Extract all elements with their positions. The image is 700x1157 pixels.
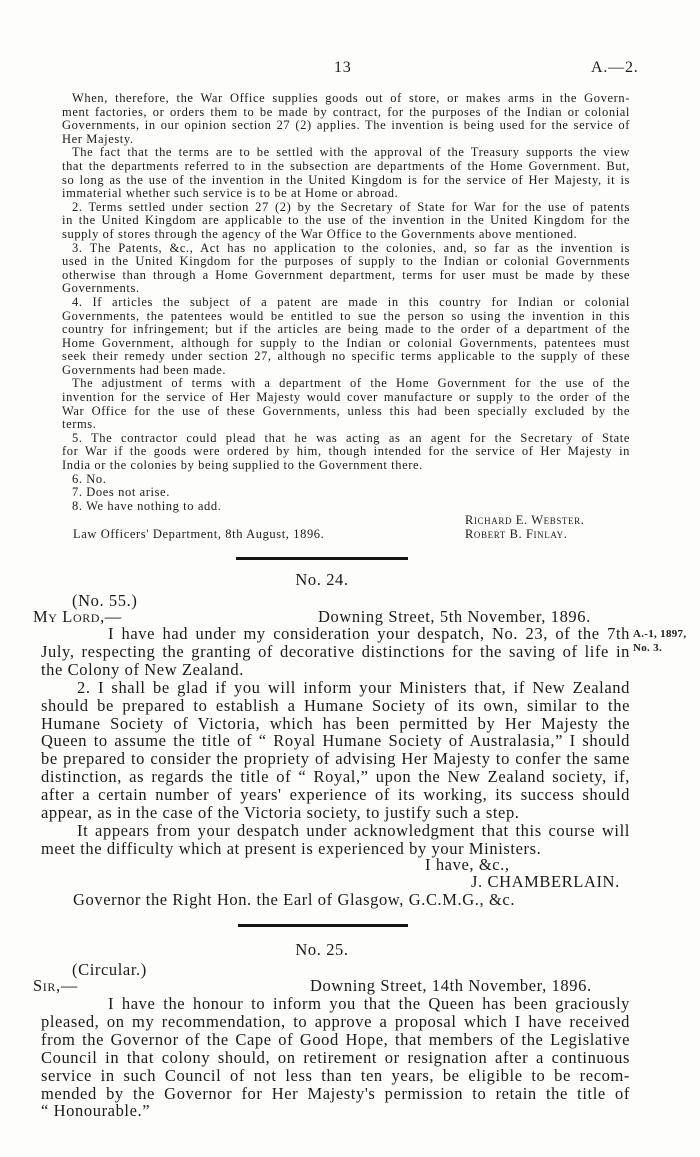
text-line: pleased, on my recommendation, to approve a proposal which I have received — [41, 1011, 630, 1031]
text-line: 4. If articles the subject of a patent are made in this country for Indian or colonial — [72, 294, 630, 309]
margin-note-line: No. 3. — [633, 642, 662, 654]
salutation: My Lord,— — [33, 607, 122, 626]
despatch-body — [41, 625, 630, 858]
paragraph — [62, 377, 630, 431]
section-divider — [236, 557, 408, 560]
paragraph — [62, 201, 630, 242]
text-line: 5. The contractor could plead that he was acting as an agent for the Secretary of State — [72, 430, 630, 445]
page-number: 13 — [334, 59, 352, 76]
text-line: supply of stores through the agency of the War Office to the Governments above mentioned. — [62, 226, 578, 241]
text-line: be prepared to consider the propriety of advising Her Majesty to confer the same — [41, 749, 630, 769]
text-line: The fact that the terms are to be settled with the approval of the Treasury supports the view — [72, 145, 630, 160]
text-line: service in such Council of not less than ten years, be eligible to be recom- — [41, 1065, 630, 1085]
text-line: Queen to assume the title of “ Royal Humane Society of Australasia,” I should — [41, 731, 630, 751]
text-line: Governments. — [62, 281, 140, 296]
text-line: The adjustment of terms with a department of the Home Government for the use of the — [72, 376, 630, 391]
despatch-reference: (No. 55.) — [72, 591, 138, 610]
paragraph — [62, 473, 630, 487]
text-line: When, therefore, the War Office supplies goods out of store, or makes arms in the Govern- — [72, 91, 630, 105]
text-line: 7. Does not arise. — [72, 485, 170, 500]
despatch-number: No. 25. — [295, 940, 349, 959]
text-line: country for infringement; but if the articles are being made to the order of a department of the — [62, 322, 630, 337]
text-line: It appears from your despatch under acknowledgment that this course will — [77, 820, 630, 840]
text-line: so long as the use of the invention in the United Kingdom is for the service of Her Majesty, it is — [62, 172, 630, 187]
text-line: War Office for the use of these Governments, unless this had been specially excluded by the — [62, 403, 630, 418]
text-line: Governments, in our opinion section 27 (2) applies. The invention is being used for the service of — [62, 118, 630, 133]
text-line: India or the colonies by being supplied to the Government there. — [62, 458, 423, 473]
signatory-finlay: Robert B. Finlay. — [465, 527, 568, 541]
text-line: 6. No. — [72, 471, 107, 486]
text-line: I have had under my consideration your despatch, No. 23, of the 7th — [108, 624, 630, 643]
despatch-dateline: Downing Street, 14th November, 1896. — [310, 976, 592, 995]
paragraph — [62, 486, 630, 500]
text-line: 2. I shall be glad if you will inform your Ministers that, if New Zealand — [77, 677, 630, 697]
text-line: “ Honourable.” — [41, 1101, 151, 1121]
law-officers-opinion — [62, 92, 630, 513]
text-line: from the Governor of the Cape of Good Hope, that members of the Legislative — [41, 1029, 630, 1049]
text-line: 8. We have nothing to add. — [72, 498, 222, 513]
text-line: ment factories, or orders them to be made by contract, for the purposes of the Indian or colonial — [62, 104, 630, 119]
text-line: Home Government, although for supply to the Indian or colonial Governments, patentees must — [62, 335, 630, 350]
paragraph — [62, 146, 630, 200]
text-line: immaterial whether such service is to be at Home or abroad. — [62, 186, 399, 201]
text-line: for War if the goods were ordered by him, though intended for the service of Her Majesty in — [62, 444, 630, 459]
despatch-body — [41, 995, 630, 1120]
paragraph — [62, 296, 630, 378]
margin-note — [633, 627, 686, 655]
paragraph — [41, 822, 630, 858]
closing: I have, &c., — [425, 855, 510, 874]
paragraph — [62, 242, 630, 296]
text-line: terms. — [62, 417, 97, 432]
signature: J. CHAMBERLAIN. — [471, 872, 620, 891]
text-line: Governments had been made. — [62, 362, 227, 377]
text-line: 3. The Patents, &c., Act has no application to the colonies, and, so far as the invention is — [72, 240, 630, 255]
text-line: invention for the service of Her Majesty would cover manufacture or supply to the order of the — [62, 390, 630, 405]
text-line: in the United Kingdom are applicable to the use of the invention in the United Kingdom for the — [62, 213, 630, 228]
text-line: distinction, as regards the title of “ Royal,” upon the New Zealand society, if, — [41, 767, 630, 787]
opinion-dateline: Law Officers' Department, 8th August, 1896. — [73, 527, 325, 541]
margin-note-line: A.-1, 1897, — [633, 628, 687, 640]
salutation: Sir,— — [33, 976, 78, 995]
paragraph — [41, 995, 630, 1120]
despatch-number: No. 24. — [295, 570, 349, 589]
text-line: mended by the Governor for Her Majesty's permission to retain the title of — [41, 1083, 630, 1103]
text-line: appear, as in the case of the Victoria society, to justify such a step. — [41, 803, 520, 823]
text-line: I have the honour to inform you that the Queen has been graciously — [108, 994, 630, 1013]
despatch-dateline: Downing Street, 5th November, 1896. — [318, 607, 591, 626]
signatory-webster: Richard E. Webster. — [465, 513, 585, 527]
text-line: seek their remedy under section 27, although no specific terms applicable to the supply of these — [62, 349, 630, 364]
text-line: should be prepared to establish a Humane Society of its own, similar to the — [41, 695, 630, 715]
text-line: meet the difficulty which at present is experienced by your Ministers. — [41, 838, 542, 858]
text-line: Humane Society of Victoria, which has been permitted by Her Majesty the — [41, 713, 630, 733]
section-divider — [238, 924, 408, 927]
text-line: 2. Terms settled under section 27 (2) by the Secretary of State for War for the use of patents — [72, 199, 630, 214]
paragraph — [62, 500, 630, 514]
text-line: July, respecting the granting of decorative distinctions for the saving of life in — [41, 641, 630, 661]
text-line: used in the United Kingdom for the purposes of supply to the Indian or colonial Governments — [62, 254, 630, 269]
paragraph — [62, 92, 630, 146]
text-line: otherwise than through a Home Government department, terms for user must be made by these — [62, 267, 630, 282]
addressee: Governor the Right Hon. the Earl of Glasgow, G.C.M.G., &c. — [73, 890, 516, 909]
text-line: the Colony of New Zealand. — [41, 659, 245, 679]
paragraph — [41, 679, 630, 822]
text-line: Governments, the patentees would be entitled to sue the person so using the invention in this — [62, 308, 630, 323]
paragraph — [62, 432, 630, 473]
text-line: Council in that colony should, on retirement or resignation after a continuous — [41, 1047, 630, 1067]
text-line: Her Majesty. — [62, 131, 134, 146]
text-line: that the departments referred to in the subsection are departments of the Home Government. But, — [62, 158, 630, 173]
paragraph — [41, 625, 630, 679]
despatch-reference: (Circular.) — [72, 960, 147, 979]
text-line: after a certain number of years' experience of its working, its success should — [41, 785, 630, 805]
paper-reference: A.—2. — [591, 59, 639, 76]
